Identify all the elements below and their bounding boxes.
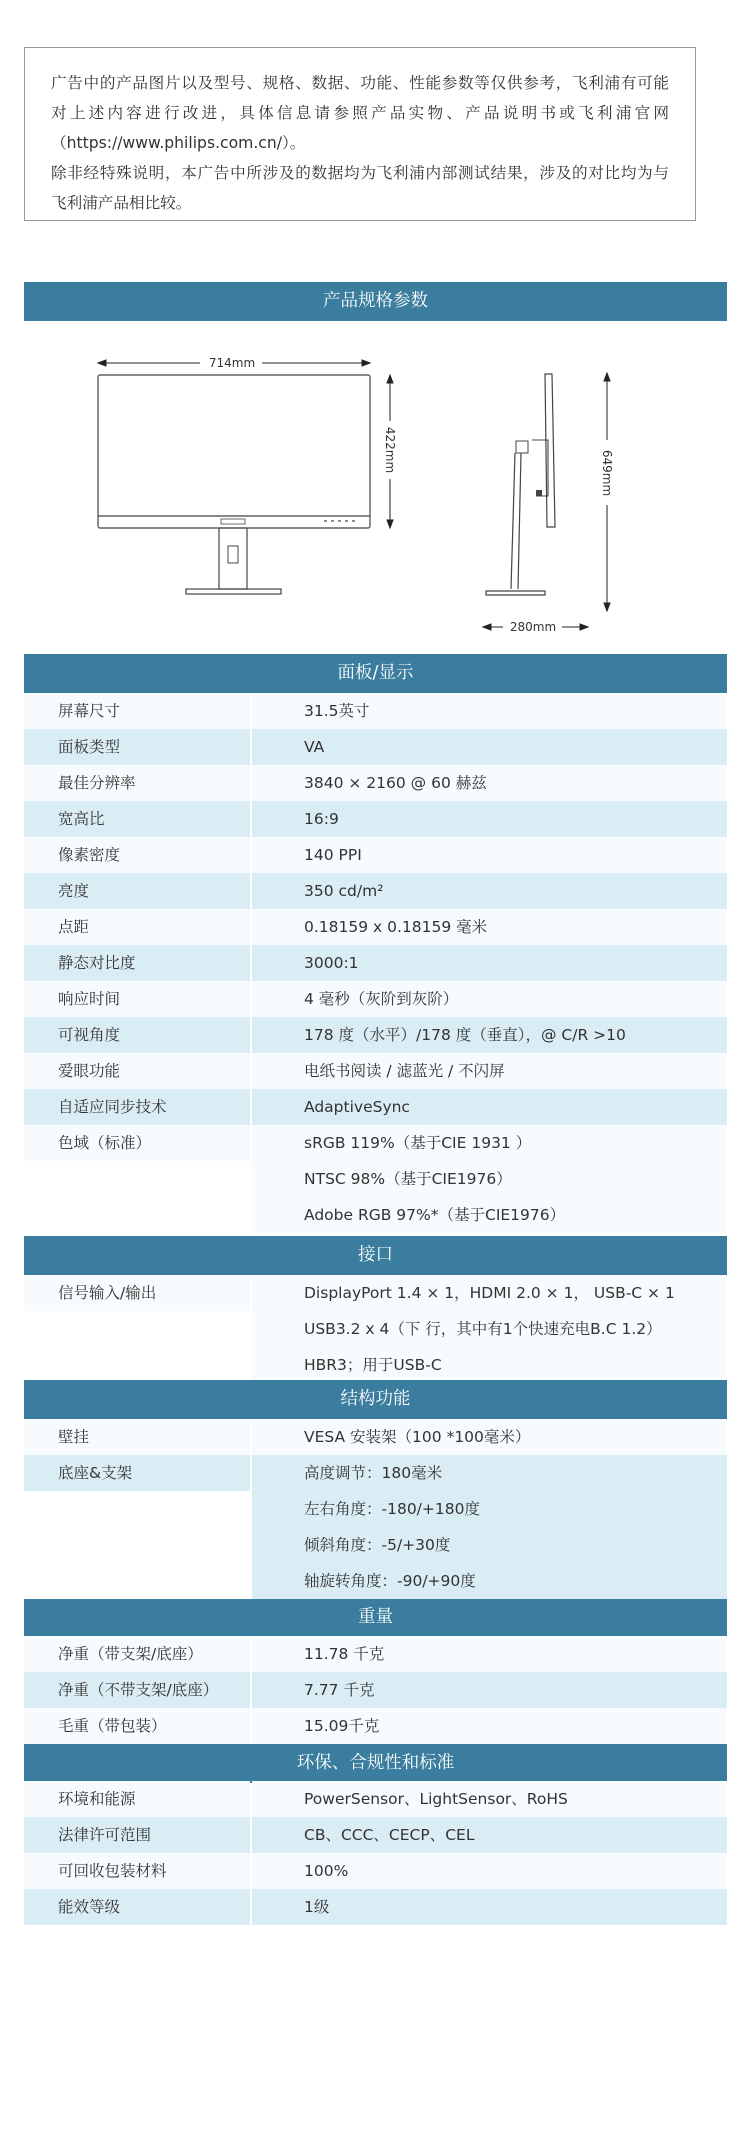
- spec-row: [24, 981, 727, 1017]
- spec-value: 140 PPI: [304, 846, 362, 864]
- spec-value: 16:9: [304, 810, 339, 828]
- spec-value: USB3.2 x 4（下 行，其中有1个快速充电B.C 1.2）: [304, 1320, 662, 1338]
- spec-label: 底座&支架: [24, 1455, 250, 1491]
- spec-value: AdaptiveSync: [304, 1098, 410, 1116]
- spec-value: 7.77 千克: [304, 1681, 375, 1699]
- spec-label: 自适应同步技术: [24, 1089, 250, 1125]
- spec-row: [24, 1017, 727, 1053]
- spec-value: 4 毫秒（灰阶到灰阶）: [304, 990, 459, 1008]
- spec-label: 净重（不带支架/底座）: [24, 1672, 250, 1708]
- spec-label: 响应时间: [24, 981, 250, 1017]
- spec-row: [24, 1853, 727, 1889]
- side-base: [486, 591, 545, 595]
- spec-label: 爱眼功能: [24, 1053, 250, 1089]
- spec-value: PowerSensor、LightSensor、RoHS: [304, 1790, 568, 1808]
- spec-label: 色域（标准）: [24, 1125, 250, 1161]
- dimension-drawing: [0, 345, 750, 645]
- spec-row: [24, 1455, 727, 1599]
- spec-value: NTSC 98%（基于CIE1976）: [304, 1170, 512, 1188]
- spec-row: [24, 765, 727, 801]
- spec-row: [24, 801, 727, 837]
- spec-label: 面板类型: [24, 729, 250, 765]
- spec-value: 3840 × 2160 @ 60 赫兹: [304, 774, 487, 792]
- stand-base: [186, 589, 281, 594]
- spec-label: 点距: [24, 909, 250, 945]
- spec-row: [24, 1672, 727, 1708]
- spec-title-bar: [24, 282, 727, 321]
- section-header-weight: [24, 1599, 727, 1636]
- dimension-diagram: [0, 345, 750, 645]
- spec-row: [24, 1636, 727, 1672]
- disclaimer-box: [24, 47, 696, 221]
- spec-label: 像素密度: [24, 837, 250, 873]
- spec-label: 可视角度: [24, 1017, 250, 1053]
- disclaimer-url: （https://www.philips.com.cn/）。: [51, 134, 306, 152]
- spec-row: [24, 1089, 727, 1125]
- section-title: 环保、合规性和标准: [296, 1753, 455, 1773]
- spec-value: 11.78 千克: [304, 1645, 385, 1663]
- spec-value: Adobe RGB 97%*（基于CIE1976）: [304, 1206, 566, 1224]
- spec-value: 100%: [304, 1862, 349, 1880]
- spec-value: 350 cd/m²: [304, 882, 384, 900]
- spec-value: CB、CCC、CECP、CEL: [304, 1826, 475, 1844]
- spec-row: [24, 1708, 727, 1744]
- stand-neck: [219, 528, 247, 589]
- spec-value: HBR3；用于USB-C: [304, 1356, 442, 1374]
- disclaimer-line: 广告中的产品图片以及型号、规格、数据、功能、性能参数等仅供参考，飞利浦有可能: [51, 74, 669, 92]
- spec-value: VESA 安装架（100 *100毫米）: [304, 1428, 531, 1446]
- spec-row: [24, 837, 727, 873]
- spec-row: [24, 1817, 727, 1853]
- spec-row: [24, 1889, 727, 1925]
- disclaimer-line: 对上述内容进行改进，具体信息请参照产品实物、产品说明书或飞利浦官网: [51, 104, 669, 122]
- spec-row: [24, 1419, 727, 1455]
- spec-row: [24, 873, 727, 909]
- spec-value: 电纸书阅读 / 滤蓝光 / 不闪屏: [304, 1062, 505, 1080]
- spec-row: [24, 729, 727, 765]
- section-title: 接口: [358, 1245, 393, 1265]
- spec-row: [24, 1125, 727, 1233]
- spec-value: 31.5英寸: [304, 702, 370, 720]
- section-header-eco: [24, 1744, 727, 1783]
- spec-row: [24, 1053, 727, 1089]
- spec-label: 法律许可范围: [24, 1817, 250, 1853]
- spec-label: 毛重（带包装）: [24, 1708, 250, 1744]
- spec-row: [24, 909, 727, 945]
- spec-value: 倾斜角度：-5/+30度: [304, 1536, 451, 1554]
- spec-label: 可回收包装材料: [24, 1853, 250, 1889]
- spec-value: sRGB 119%（基于CIE 1931 ）: [304, 1134, 532, 1152]
- section-title: 重量: [358, 1607, 393, 1627]
- disclaimer-line: 除非经特殊说明，本广告中所涉及的数据均为飞利浦内部测试结果，涉及的对比均为与: [51, 164, 669, 182]
- monitor-front-outline: [98, 375, 370, 528]
- spec-label: 能效等级: [24, 1889, 250, 1925]
- section-title: 面板/显示: [337, 663, 414, 683]
- spec-value: 高度调节：180毫米: [304, 1464, 443, 1482]
- section-header-panel: [24, 654, 727, 693]
- width-dimension-label: 714mm: [208, 356, 256, 370]
- spec-label: 宽高比: [24, 801, 250, 837]
- spec-label: 亮度: [24, 873, 250, 909]
- spec-value: 左右角度：-180/+180度: [304, 1500, 480, 1518]
- spec-value: 178 度（水平）/178 度（垂直），@ C/R >10: [304, 1026, 626, 1044]
- spec-row: [24, 1275, 727, 1383]
- spec-value: 1级: [304, 1898, 330, 1916]
- total-height-dimension-label: 649mm: [600, 449, 614, 497]
- spec-label: 最佳分辨率: [24, 765, 250, 801]
- spec-label: 环境和能源: [24, 1781, 250, 1817]
- spec-label: 屏幕尺寸: [24, 693, 250, 729]
- spec-value: 轴旋转角度：-90/+90度: [304, 1572, 476, 1590]
- spec-title: 产品规格参数: [323, 291, 428, 311]
- spec-value: VA: [304, 738, 325, 756]
- spec-value: DisplayPort 1.4 × 1，HDMI 2.0 × 1， USB-C × 1: [304, 1284, 675, 1302]
- spec-row: [24, 693, 727, 729]
- disclaimer-line: 飞利浦产品相比较。: [51, 194, 192, 212]
- spec-label: 壁挂: [24, 1419, 250, 1455]
- section-header-interface: [24, 1236, 727, 1275]
- section-header-structure: [24, 1380, 727, 1419]
- height-dimension-label: 422mm: [383, 426, 397, 474]
- spec-row: [24, 1781, 727, 1817]
- spec-label: 信号输入/输出: [24, 1275, 250, 1311]
- spec-value: 0.18159 x 0.18159 毫米: [304, 918, 488, 936]
- spec-label: 净重（带支架/底座）: [24, 1636, 250, 1672]
- spec-label: 静态对比度: [24, 945, 250, 981]
- spec-value: 15.09千克: [304, 1717, 380, 1735]
- monitor-side-outline: [545, 374, 555, 527]
- spec-value: 3000:1: [304, 954, 359, 972]
- spec-row: [24, 945, 727, 981]
- section-title: 结构功能: [340, 1389, 411, 1409]
- depth-dimension-label: 280mm: [509, 620, 557, 634]
